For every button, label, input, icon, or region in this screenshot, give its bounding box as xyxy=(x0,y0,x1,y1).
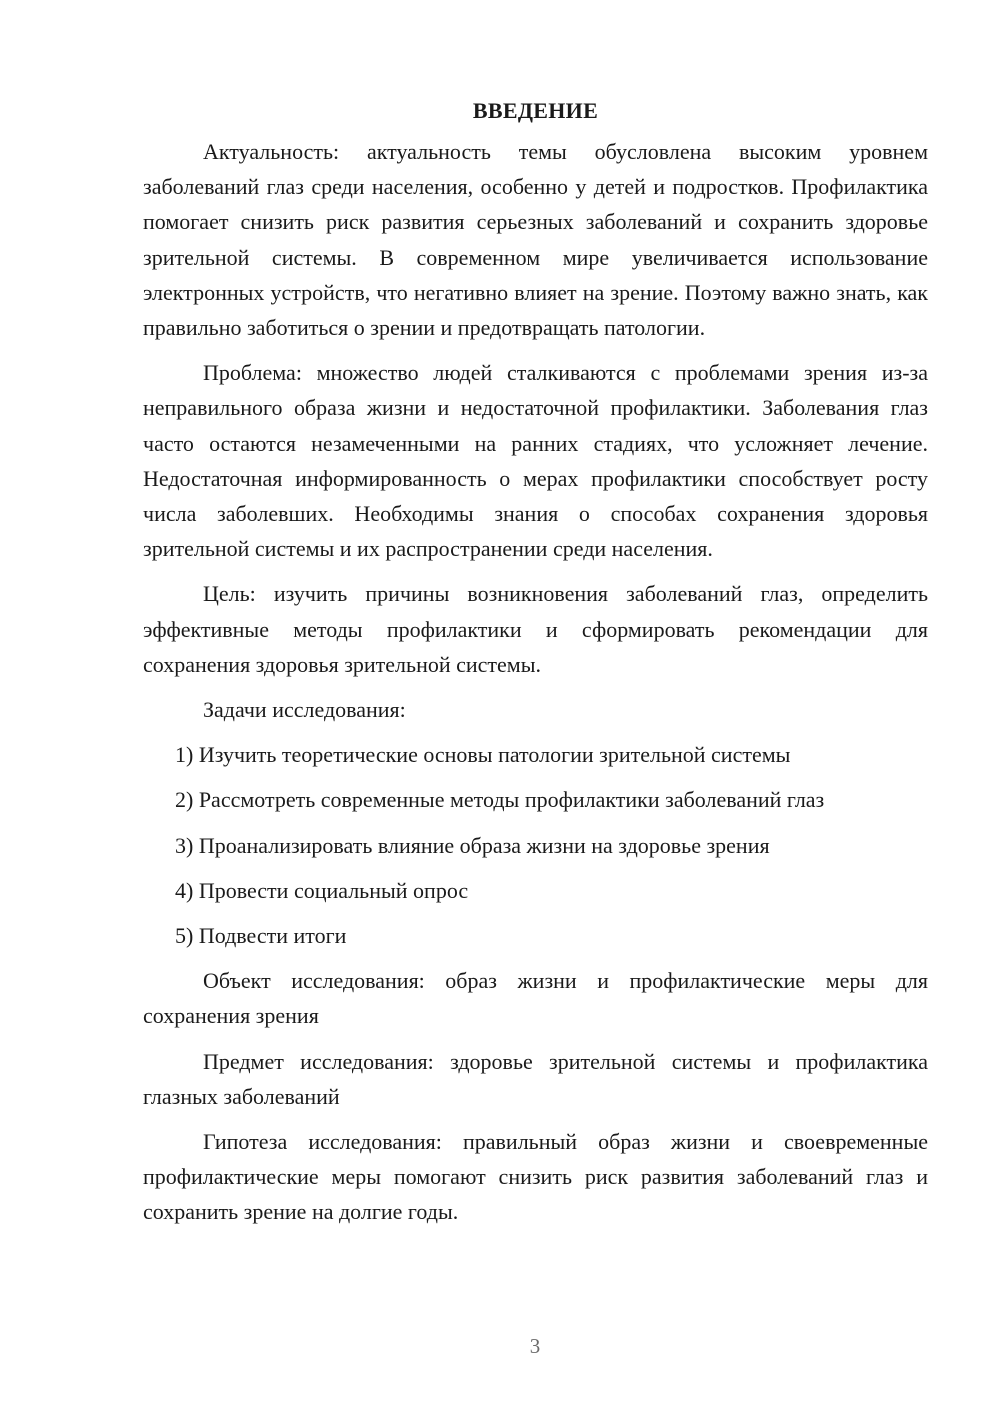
document-page xyxy=(143,96,928,1240)
object-paragraph: Объект исследования: образ жизни и профилактические меры для сохранения зрения xyxy=(143,968,928,1029)
task-item: 5) Подвести итоги xyxy=(175,923,347,949)
hypothesis-paragraph: Гипотеза исследования: правильный образ жизни и своевременные профилактические меры помогают снизить риск развития заболеваний глаз и сохранить зрение на долгие годы. xyxy=(143,1129,928,1225)
section-title: ВВЕДЕНИЕ xyxy=(472,98,599,123)
tasks-list xyxy=(143,737,928,953)
goal-paragraph: Цель: изучить причины возникновения заболеваний глаз, определить эффективные методы профилактики и сформировать рекомендации для сохранения здоровья зрительной системы. xyxy=(143,581,928,677)
task-item: 3) Проанализировать влияние образа жизни на здоровье зрения xyxy=(175,832,770,858)
relevance-paragraph: Актуальность: актуальность темы обусловлена высоким уровнем заболеваний глаз среди населения, особенно у детей и подростков. Профилактика помогает снизить риск развития серьезных заболеваний и сохранить здоровье зрительной системы. В современном мире увеличивается использование электронных устройств, что негативно влияет на зрение. Поэтому важно знать, как правильно заботиться о зрении и предотвращать патологии. xyxy=(143,139,928,341)
subject-paragraph: Предмет исследования: здоровье зрительной системы и профилактика глазных заболеваний xyxy=(143,1048,928,1109)
task-item: 4) Провести социальный опрос xyxy=(175,877,469,903)
task-item: 1) Изучить теоретические основы патологии зрительной системы xyxy=(175,742,791,768)
problem-paragraph: Проблема: множество людей сталкиваются с проблемами зрения из-за неправильного образа жизни и недостаточной профилактики. Заболевания глаз часто остаются незамеченными на ранних стадиях, что усложняет лечение. Недостаточная информированность о мерах профилактики способствует росту числа заболевших. Необходимы знания о способах сохранения здоровья зрительной системы и их распространении среди населения. xyxy=(143,360,928,562)
tasks-heading: Задачи исследования: xyxy=(203,697,406,723)
task-item: 2) Рассмотреть современные методы профилактики заболеваний глаз xyxy=(175,787,825,813)
page-number: 3 xyxy=(529,1334,541,1358)
